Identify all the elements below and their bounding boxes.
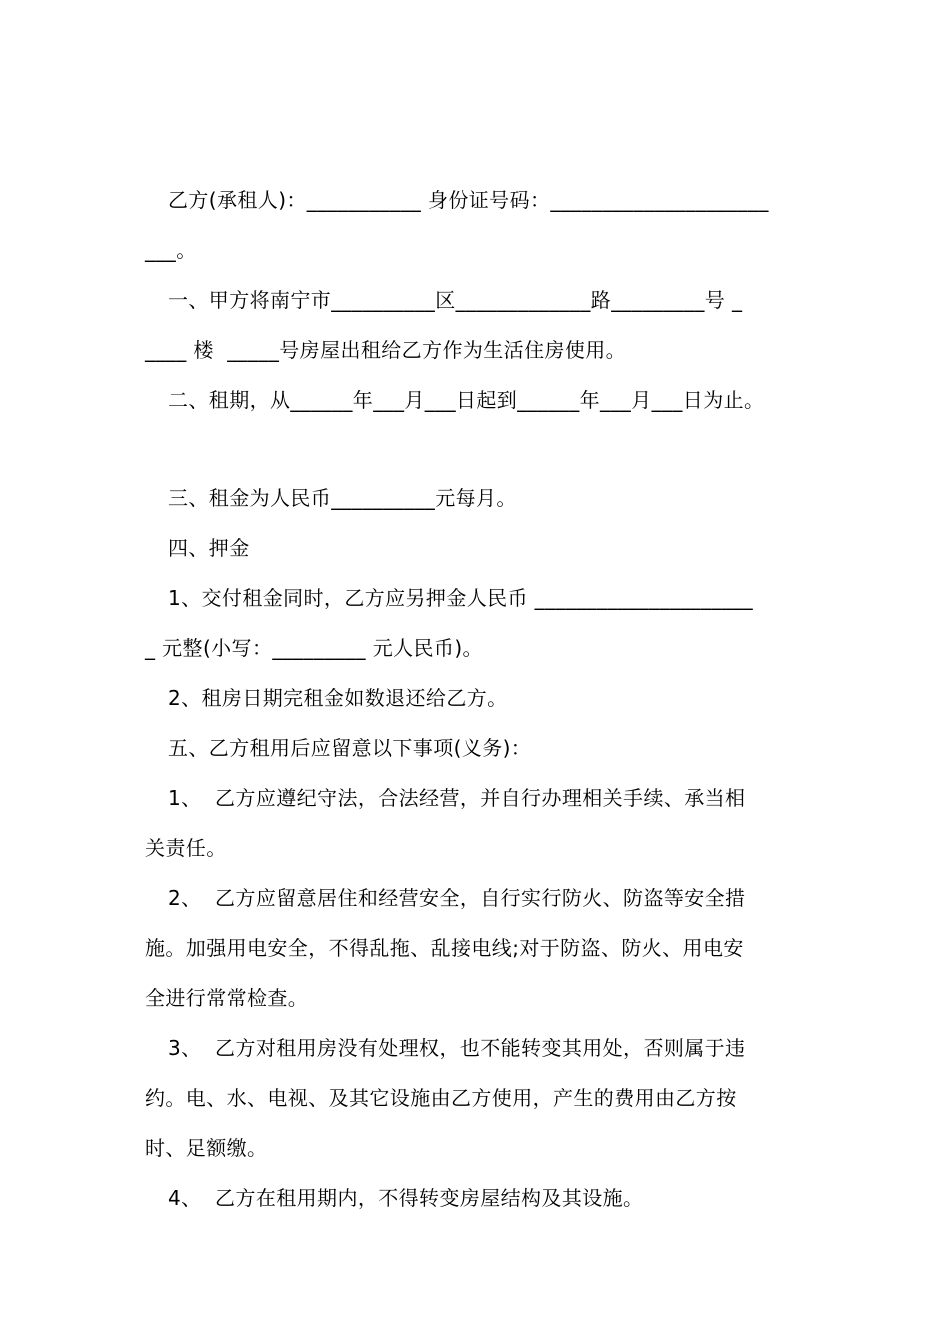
text-line: _ 元整(小写：_________ 元人民币)。 (145, 636, 483, 660)
text-line: 1、交付租金同时，乙方应另押金人民币 _____________________ (168, 586, 754, 610)
text-line: ___。 (145, 238, 197, 262)
text-line: 二、租期，从______年___月___日起到______年___月___日为止。 (168, 388, 765, 412)
text-line: 乙方(承租人)：___________ 身份证号码：_____________________ (168, 188, 769, 212)
text-line: 时、足额缴。 (145, 1136, 268, 1160)
text-line: 2、租房日期完租金如数退还给乙方。 (168, 686, 508, 710)
text-line: 1、 乙方应遵纪守法，合法经营，并自行办理相关手续、承当相 (168, 786, 746, 810)
text-line: 四、押金 (168, 536, 250, 560)
text-line: 2、 乙方应留意居住和经营安全，自行实行防火、防盗等安全措 (168, 886, 746, 910)
text-line: 关责任。 (145, 836, 227, 860)
text-line: 3、 乙方对租用房没有处理权，也不能转变其用处，否则属于违 (168, 1036, 746, 1060)
text-line: 五、乙方租用后应留意以下事项(义务)： (168, 736, 532, 760)
text-line: 全进行常常检查。 (145, 986, 309, 1010)
text-line: 三、租金为人民币__________元每月。 (168, 486, 517, 510)
text-line: 约。电、水、电视、及其它设施由乙方使用，产生的费用由乙方按 (145, 1086, 737, 1110)
text-line: 4、 乙方在租用期内，不得转变房屋结构及其设施。 (168, 1186, 644, 1210)
text-line: 一、甲方将南宁市__________区_____________路_________号 _ (168, 288, 743, 312)
text-line: 施。加强用电安全，不得乱拖、乱接电线;对于防盗、防火、用电安 (145, 936, 744, 960)
text-line: ____ 楼 _____号房屋出租给乙方作为生活住房使用。 (145, 338, 627, 362)
